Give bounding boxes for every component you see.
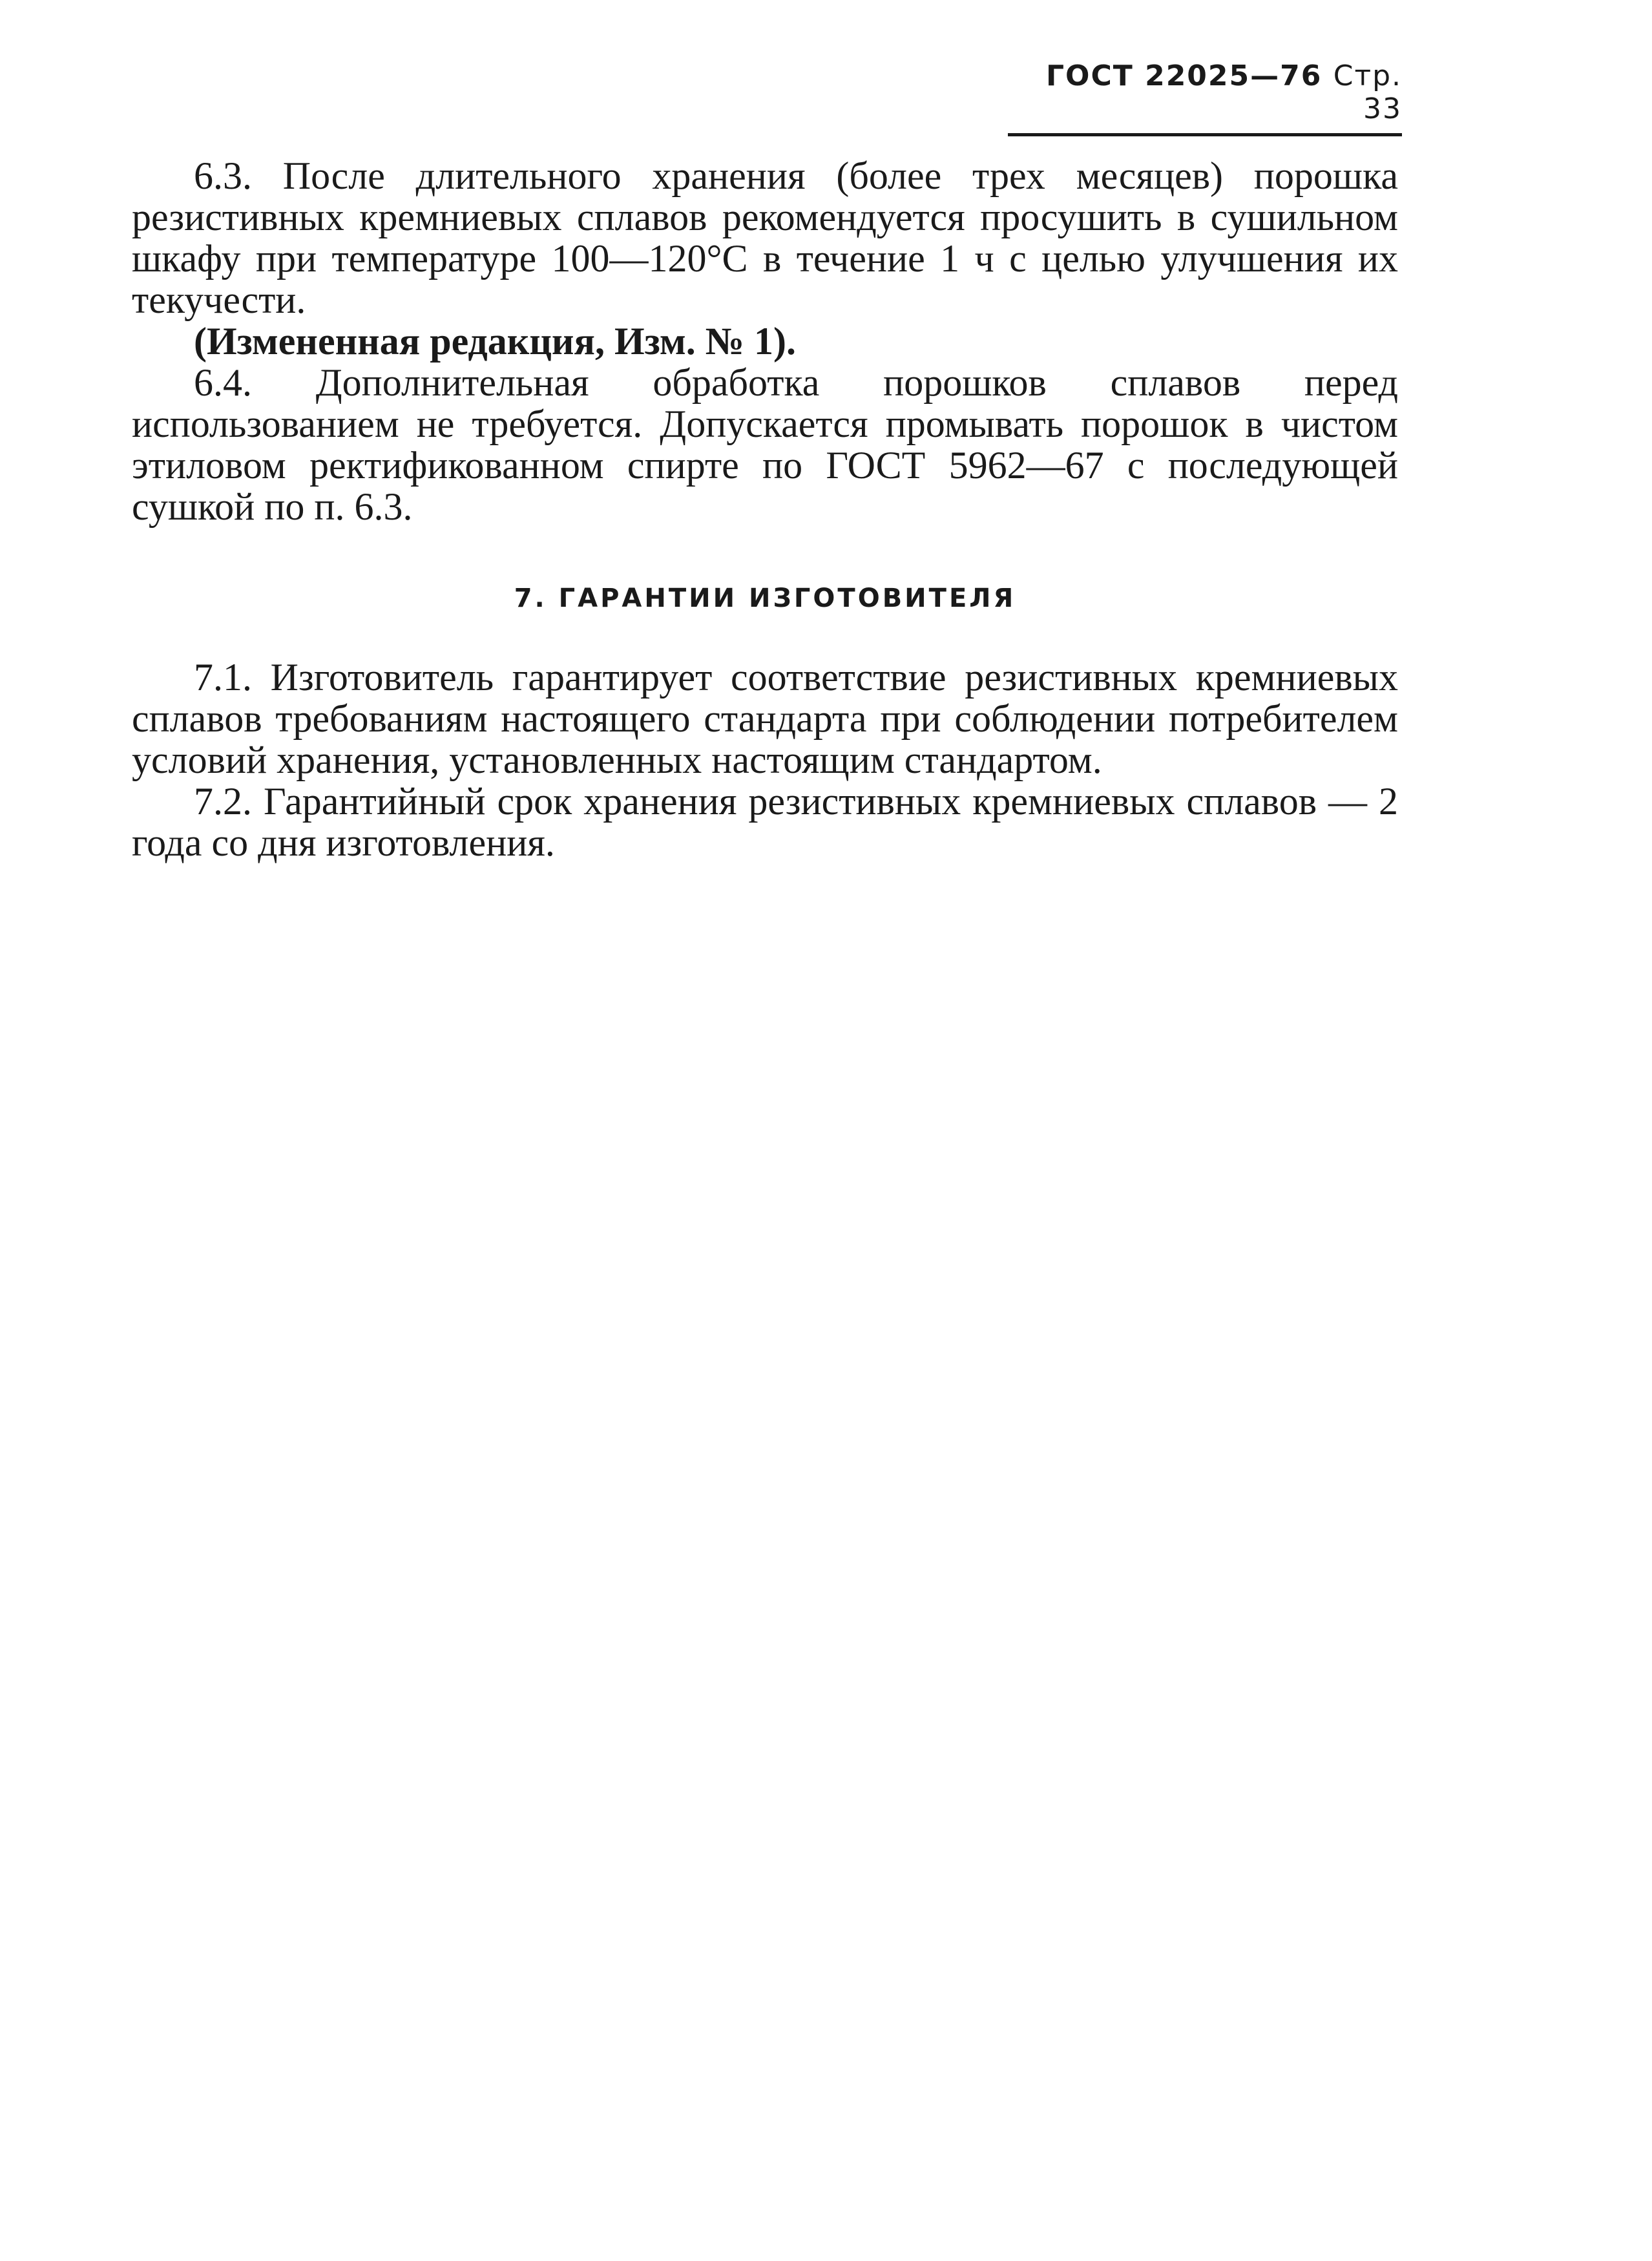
running-header: [1008, 59, 1402, 136]
page-number: Стр. 33: [1333, 59, 1402, 125]
paragraph-6-4: 6.4. Дополнительная обработка порошков сплавов перед использованием не требуется. Допускается промывать порошок в чистом этиловом ректификованном спирте по ГОСТ 5962—67 с последующей сушкой по п. 6.3.: [132, 361, 1398, 528]
paragraph-7-2: 7.2. Гарантийный срок хранения резистивных кремниевых сплавов — 2 года со дня изготовления.: [132, 780, 1398, 864]
section-heading-7: 7. ГАРАНТИИ ИЗГОТОВИТЕЛЯ: [514, 584, 1016, 613]
paragraph-7-1: 7.1. Изготовитель гарантирует соответствие резистивных кремниевых сплавов требованиям настоящего стандарта при соблюдении потребителем условий хранения, установленных настоящим стандартом.: [132, 656, 1398, 781]
body-text: [132, 155, 1398, 863]
paragraph-6-3: 6.3. После длительного хранения (более трех месяцев) порошка резистивных кремниевых сплавов рекомендуется просушить в сушильном шкафу при температуре 100—120°С в течение 1 ч с целью улучшения их текучести.: [132, 154, 1398, 321]
amendment-note: (Измененная редакция, Изм. № 1).: [194, 320, 797, 363]
standard-number: ГОСТ 22025—76: [1046, 59, 1323, 92]
